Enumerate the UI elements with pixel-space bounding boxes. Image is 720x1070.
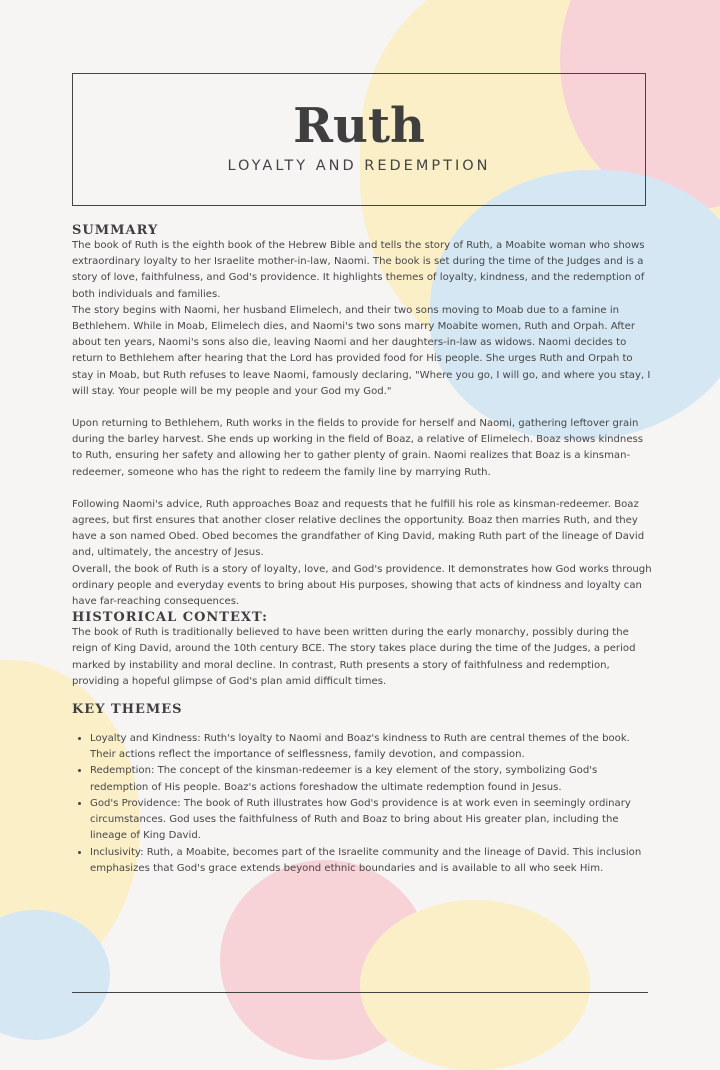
list-item: • God's Providence: The book of Ruth illustrates how God's providence is at work even in seemingly ordinary circumstances. God uses the faithfulness of Ruth and Boaz to bring about His greater plan, including the lineage of King David. [90, 796, 652, 845]
spacer [72, 400, 652, 416]
list-item: • Inclusivity: Ruth, a Moabite, becomes part of the Israelite community and the lineage of David. This inclusion emphasizes that God's grace extends beyond ethnic boundaries and is available to all who seek Him. [90, 845, 652, 877]
historical-context-paragraph: The book of Ruth is traditionally believed to have been written during the early monarchy, possibly during the reign of King David, around the 10th century BCE. The story takes place during the time of the Judges, a period marked by instability and moral decline. In contrast, Ruth presents a story of faithfulness and redemption, providing a hopeful glimpse of God's plan amid difficult times. [72, 627, 636, 687]
summary-paragraph: Overall, the book of Ruth is a story of loyalty, love, and God's providence. It demonstrates how God works through ordinary people and everyday events to bring about His purposes, showing that acts of kindness and loyalty can have far-reaching consequences. [72, 563, 652, 608]
main-content [72, 223, 652, 877]
summary-paragraph: Following Naomi's advice, Ruth approaches Boaz and requests that he fulfill his role as kinsman-redeemer. Boaz agrees, but first ensures that another closer relative declines the opportunity. Boaz then marries Ruth, and they have a son named Obed. Obed becomes the grandfather of King David, making Ruth part of the lineage of David and, ultimately, the ancestry of Jesus. [72, 498, 645, 559]
page-subtitle: LOYALTY AND REDEMPTION [227, 158, 491, 174]
key-themes-heading: KEY THEMES [72, 702, 183, 718]
historical-context-heading: HISTORICAL CONTEXT: [72, 610, 268, 626]
page-title: Ruth [293, 98, 425, 154]
list-item: • Loyalty and Kindness: Ruth's loyalty to Naomi and Boaz's kindness to Ruth are central themes of the book. Their actions reflect the importance of selflessness, family devotion, and compassion. [90, 731, 652, 763]
key-themes-list [72, 731, 652, 877]
title-box [72, 73, 646, 206]
list-item: • Redemption: The concept of the kinsman-redeemer is a key element of the story, symbolizing God's redemption of His people. Boaz's actions foreshadow the ultimate redemption found in Jesus. [90, 763, 652, 795]
summary-paragraph: The book of Ruth is the eighth book of the Hebrew Bible and tells the story of Ruth, a Moabite woman who shows extraordinary loyalty to her Israelite mother-in-law, Naomi. The book is set during the time of the Judges and is a story of love, faithfulness, and God's providence. It highlights themes of loyalty, kindness, and the redemption of both individuals and families. [72, 240, 645, 300]
decorative-blob-yellow-bottom-right [360, 900, 590, 1070]
summary-paragraph: Upon returning to Bethlehem, Ruth works in the fields to provide for herself and Naomi, gathering leftover grain during the barley harvest. She ends up working in the field of Boaz, a relative of Elimelech. Boaz shows kindness to Ruth, ensuring her safety and allowing her to gather plenty of grain. Naomi realizes that Boaz is a kinsman-redeemer, someone who has the right to redeem the family line by marrying Ruth. [72, 418, 644, 478]
summary-heading: SUMMARY [72, 223, 159, 238]
summary-paragraph: The story begins with Naomi, her husband Elimelech, and their two sons moving to Moab due to a famine in Bethlehem. While in Moab, Elimelech dies, and Naomi's two sons marry Moabite women, Ruth and Orpah. After about ten years, Naomi's sons also die, leaving Naomi and her daughters-in-law as widows. Naomi decides to return to Bethlehem after hearing that the Lord has provided food for His people. She urges Ruth and Orpah to stay in Moab, but Ruth refuses to leave Naomi, famously declaring, "Where you go, I will go, and where you stay, I will stay. Your people will be my people and your God my God." [72, 304, 651, 397]
bottom-divider [72, 992, 648, 993]
spacer [72, 481, 652, 497]
